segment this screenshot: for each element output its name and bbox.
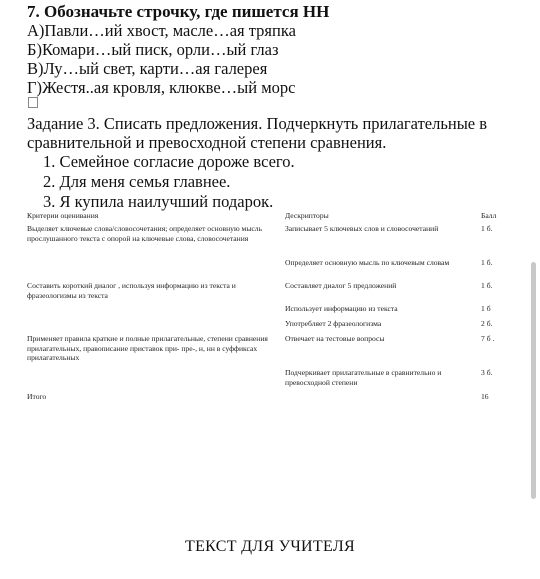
table-row-points: 1 б. <box>481 224 493 233</box>
table-row-descriptor: Подчеркивает прилагательные в сравнительно и превосходной степени <box>285 368 442 387</box>
table-row-criteria: Составить короткий диалог , используя информацию из текста и фразеологизмы из текста <box>27 281 236 300</box>
table-row-points: 7 б . <box>481 334 495 343</box>
table-header-criteria: Критерии оценивания <box>27 211 99 220</box>
task7-option-b: Б)Комари…ый писк, орли…ый глаз <box>27 40 279 59</box>
task7-option-a: А)Павли…ий хвост, масле…ая тряпка <box>27 21 296 40</box>
table-row-descriptor: Составляет диалог 5 предложений <box>285 281 397 290</box>
task7-option-c: В)Лу…ый свет, карти…ая галерея <box>27 59 268 78</box>
table-row-criteria: Выделяет ключевые слова/словосочетания; определяет основную мысль прослушанного текста с опорой на ключевые слова, словосочетания <box>27 224 263 243</box>
table-row-criteria: Применяет правила краткие и полные прилагательные, степени сравнения прилагательных, правописание приставок при- пре-, н, нн в суффиксах прилагательных <box>27 334 268 363</box>
table-row-descriptor: Записывает 5 ключевых слов и словосочетаний <box>285 224 439 233</box>
assignment3-instruction-line1: Задание 3. Списать предложения. Подчеркнуть прилагательные в <box>27 114 488 133</box>
task7-title: 7. Обозначьте строчку, где пишется НН <box>27 2 330 21</box>
teacher-text-heading: ТЕКСТ ДЛЯ УЧИТЕЛЯ <box>185 538 355 555</box>
table-row-points: 1 б <box>481 304 491 313</box>
empty-checkbox-icon <box>28 97 38 108</box>
table-row-descriptor: Использует информацию из текста <box>285 304 398 313</box>
assignment3-sentence-1: 1. Семейное согласие дороже всего. <box>43 152 295 171</box>
assignment3-instruction-line2: сравнительной и превосходной степени сравнения. <box>27 133 387 152</box>
table-header-descriptors: Дескрипторы <box>285 211 329 220</box>
table-row-points: 2 б. <box>481 319 493 328</box>
table-row-descriptor: Употребляет 2 фразеологизма <box>285 319 382 328</box>
task7-option-d: Г)Жестя..ая кровля, клюкве…ый морс <box>27 78 296 97</box>
table-row-points: 1 б. <box>481 281 493 290</box>
table-total-label: Итого <box>27 392 47 401</box>
assignment3-sentence-3: 3. Я купила наилучший подарок. <box>43 192 274 211</box>
table-header-points: Балл <box>481 211 497 220</box>
table-row-points: 3 б. <box>481 368 493 377</box>
assignment3-sentence-2: 2. Для меня семья главнее. <box>43 172 231 191</box>
scrollbar[interactable] <box>531 262 536 499</box>
table-row-points: 1 б. <box>481 258 493 267</box>
table-row-descriptor: Отвечает на тестовые вопросы <box>285 334 385 343</box>
table-row-descriptor: Определяет основную мысль по ключевым словам <box>285 258 450 267</box>
table-total-points: 16 <box>481 392 489 401</box>
